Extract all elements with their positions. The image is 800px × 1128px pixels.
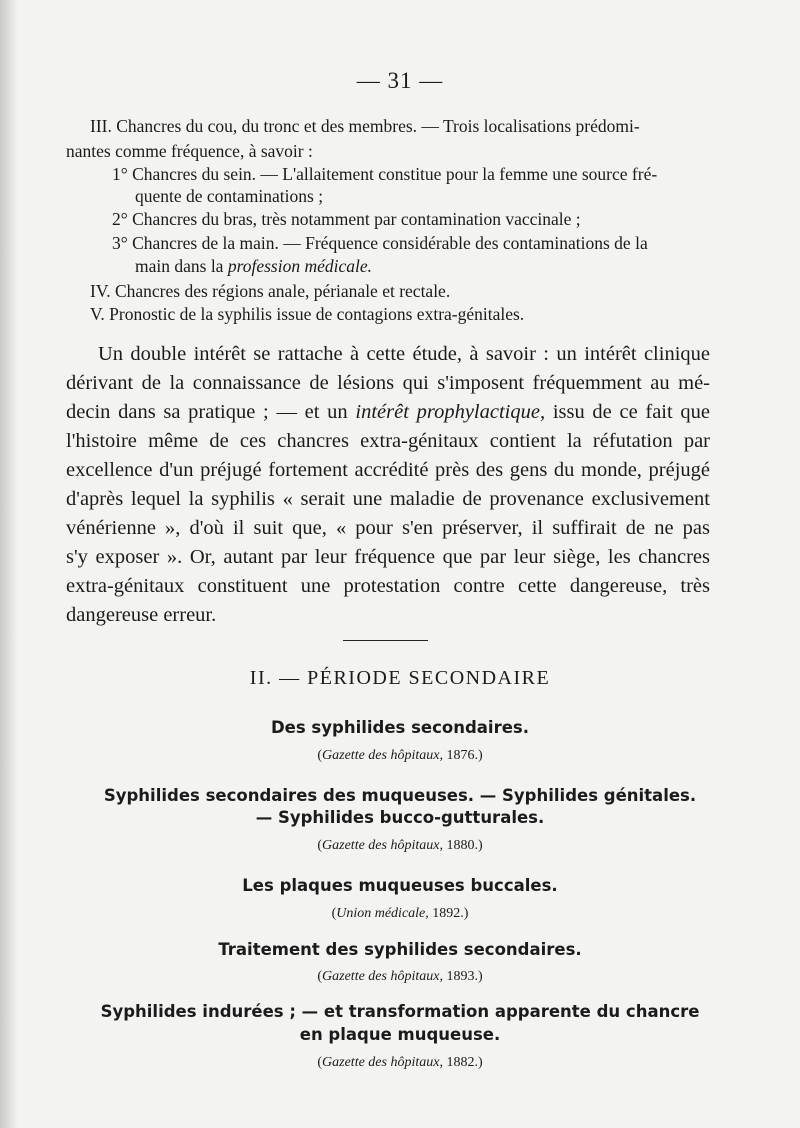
entry-citation: (Gazette des hôpitaux, 1876.) [317, 748, 483, 763]
entry-citation: (Gazette des hôpitaux, 1882.) [317, 1055, 483, 1070]
citation-journal: Gazette des hôpitaux, [322, 748, 443, 763]
paragraph-italic: intérêt prophylactique, [355, 401, 546, 423]
entry-citation: (Gazette des hôpitaux, 1893.) [317, 969, 483, 984]
paragraph-line: Un double intérêt se rattache à cette étude, à savoir : un intérêt clinique [98, 343, 710, 365]
outline-subitem-3: 3° Chancres de la main. — Fréquence considérable des contaminations de la [112, 233, 648, 253]
outline-item-iii: III. Chancres du cou, du tronc et des membres. — Trois localisations prédomi- [90, 116, 640, 136]
paragraph-line: l'histoire même de ces chancres extra-génitaux contient la réfutation par [66, 430, 710, 452]
entry-title: Des syphilides secondaires. [270, 718, 529, 737]
outline-italic: profession médicale. [227, 256, 373, 276]
citation-year: 1892.) [432, 906, 469, 921]
outline-subitem-1-cont: quente de contaminations ; [135, 186, 324, 206]
outline-item-v: V. Pronostic de la syphilis issue de contagions extra-génitales. [90, 304, 525, 324]
paragraph-text: issu de ce fait que [552, 401, 711, 423]
section-divider [343, 640, 428, 641]
section-title: II. — PÉRIODE SECONDAIRE [249, 667, 551, 689]
outline-item-iv: IV. Chancres des régions anale, périanale et rectale. [90, 281, 451, 301]
entry-title: Syphilides indurées ; — et transformation apparente du chancre [100, 1002, 700, 1021]
outline-subitem-3-cont [135, 256, 372, 277]
paragraph-text: decin dans sa pratique ; — et un [66, 401, 348, 423]
entry-title-cont: en plaque muqueuse. [299, 1025, 501, 1044]
paragraph-line: extra-génitaux constituent une protestation contre cette dangereuse, très [66, 575, 710, 597]
citation-year: 1882.) [446, 1055, 483, 1070]
outline-item-iii-cont: nantes comme fréquence, à savoir : [66, 141, 313, 161]
entry-citation: (Union médicale, 1892.) [331, 906, 469, 921]
paragraph-line: dangereuse erreur. [66, 604, 217, 626]
outline-subitem-2: 2° Chancres du bras, très notamment par contamination vaccinale ; [112, 209, 581, 229]
citation-journal: Gazette des hôpitaux, [322, 969, 443, 984]
paragraph-line: dérivant de la connaissance de lésions qui s'imposent fréquemment au mé- [66, 372, 710, 394]
entry-title: Syphilides secondaires des muqueuses. — Syphilides génitales. [103, 786, 697, 805]
entry-title-cont: — Syphilides bucco-gutturales. [255, 808, 545, 827]
entry-title: Traitement des syphilides secondaires. [218, 940, 582, 959]
citation-year: 1876.) [446, 748, 483, 763]
paragraph-line: s'y exposer ». Or, autant par leur fréquence que par leur siège, les chancres [66, 546, 710, 568]
page-number: — 31 — [356, 68, 444, 93]
entry-title: Les plaques muqueuses buccales. [242, 876, 558, 895]
outline-subitem-1: 1° Chancres du sein. — L'allaitement constitue pour la femme une source fré- [112, 164, 658, 184]
paragraph-line: vénérienne », d'où il suit que, « pour s'en préserver, il suffirait de ne pas [66, 517, 710, 539]
citation-year: 1893.) [446, 969, 483, 984]
entry-citation: (Gazette des hôpitaux, 1880.) [317, 838, 483, 853]
citation-year: 1880.) [446, 838, 483, 853]
citation-journal: Union médicale, [336, 906, 429, 921]
paragraph-line: excellence d'un préjugé fortement accrédité près des gens du monde, préjugé [66, 459, 710, 481]
outline-text: main dans la [135, 256, 224, 276]
citation-journal: Gazette des hôpitaux, [322, 1055, 443, 1070]
paragraph-line [66, 401, 710, 424]
citation-journal: Gazette des hôpitaux, [322, 838, 443, 853]
paragraph-line: d'après lequel la syphilis « serait une maladie de provenance exclusivement [66, 488, 710, 510]
